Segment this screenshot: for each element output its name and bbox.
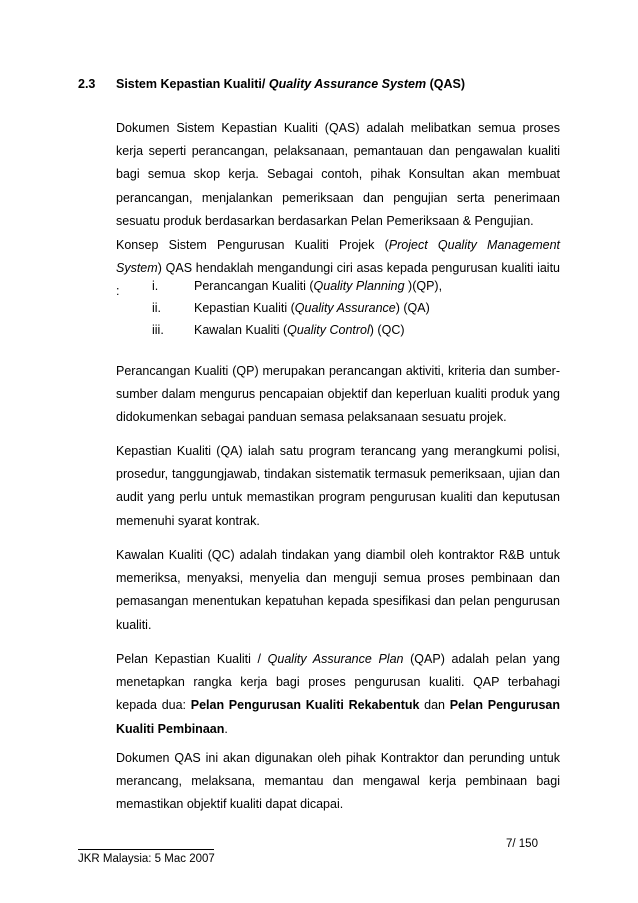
footer-divider (78, 849, 214, 850)
paragraph-quality-planning: Perancangan Kualiti (QP) merupakan perancangan aktiviti, kriteria dan sumber-sumber dalam mengurus pencapaian objektif dan keperluan kualiti produk yang didokumenkan sebagai panduan semasa pelaksanaan sesuatu projek. (116, 364, 560, 425)
paragraph-qms-concept: Konsep Sistem Pengurusan Kualiti Projek (Project Quality Management System) QAS hendaklah mengandungi ciri asas kepada pengurusan kualiti iaitu : (116, 238, 561, 299)
paragraph-qas-usage: Dokumen QAS ini akan digunakan oleh pihak Kontraktor dan perunding untuk merancang, melaksana, memantau dan mengawal kerja pembinaan bagi memastikan objektif kualiti dapat dicapai. (116, 751, 560, 812)
page-number: 7/ 150 (506, 838, 538, 850)
paragraph-qap: Pelan Kepastian Kualiti / Quality Assurance Plan (QAP) adalah pelan yang menetapkan rangka kerja bagi proses pengurusan kualiti. QAP terbahagi kepada dua: Pelan Pengurusan Kualiti Rekabentuk dan Pelan Pengurusan Kualiti Pembinaan. (116, 652, 561, 736)
section-title: Sistem Kepastian Kualiti/ Quality Assurance System (QAS) (116, 77, 465, 91)
paragraph-qas-document: Dokumen Sistem Kepastian Kualiti (QAS) adalah melibatkan semua proses kerja seperti perancangan, pelaksanaan, pemantauan dan pengawalan kualiti bagi semua skop kerja. Sebagai contoh, pihak Konsultan akan membuat perancangan, menjalankan pemeriksaan dan pengujian serta penerimaan sesuatu produk berdasarkan berdasarkan Pelan Pemeriksaan & Pengujian. (116, 121, 560, 228)
section-number: 2.3 (78, 77, 96, 91)
footer-text: JKR Malaysia: 5 Mac 2007 (78, 853, 215, 865)
paragraph-quality-assurance: Kepastian Kualiti (QA) ialah satu program terancang yang merangkumi polisi, prosedur, tanggungjawab, tindakan sistematik termasuk pemeriksaan, ujian dan audit yang perlu untuk memastikan program pengurusan kualiti dan keputusan memenuhi syarat kontrak. (116, 444, 560, 528)
paragraph-quality-control: Kawalan Kualiti (QC) adalah tindakan yang diambil oleh kontraktor R&B untuk memeriksa, menyaksi, menyelia dan menguji semua proses pembinaan dan pemasangan menentukan kepatuhan kepada spesifikasi dan pelan pengurusan kualiti. (116, 548, 560, 632)
